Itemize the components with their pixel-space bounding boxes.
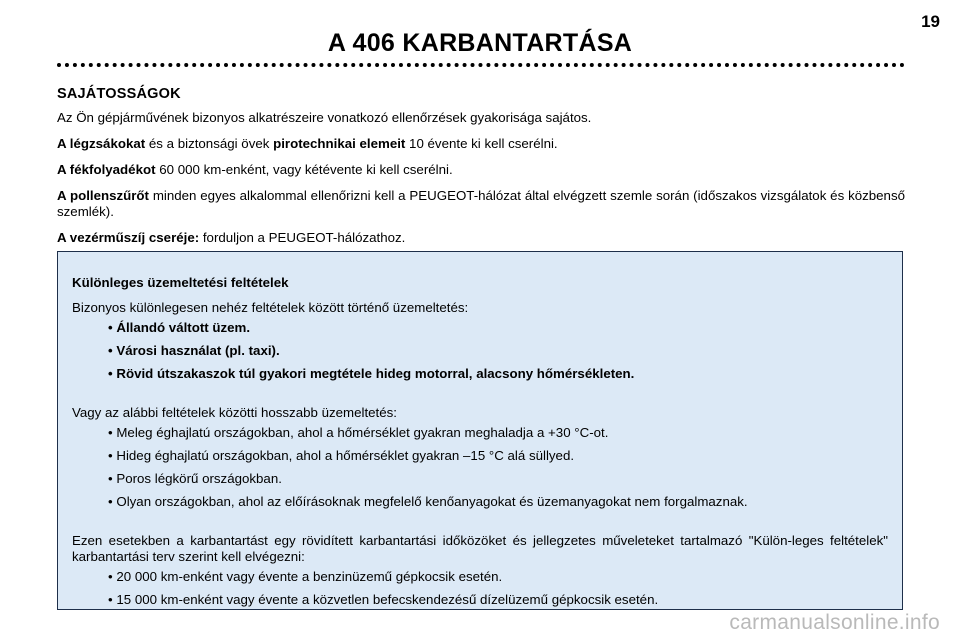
box-intro-prolonged: Vagy az alábbi feltételek közötti hosszabb üzemeltetés: — [72, 405, 397, 420]
timing-belt-text: forduljon a PEUGEOT-hálózathoz. — [199, 230, 406, 245]
special-conditions-box — [57, 251, 903, 610]
list-item: • Hideg éghajlatú országokban, ahol a hőmérséklet gyakran –15 °C alá süllyed. — [108, 448, 575, 463]
timing-belt-term: A vezérműszíj cseréje: — [57, 230, 200, 245]
maintenance-interval-list — [72, 569, 888, 608]
list-item: • Rövid útszakaszok túl gyakori megtétele hideg motorral, alacsony hőmérsékleten. — [108, 366, 635, 381]
pollen-filter-term: A pollenszűrőt — [57, 188, 149, 203]
list-item: • Olyan országokban, ahol az előírásoknak megfelelő kenőanyagokat és üzemanyagokat nem forgalmaznak. — [108, 494, 748, 509]
list-item: • 20 000 km-enként vagy évente a benzinüzemű gépkocsik esetén. — [108, 569, 503, 584]
specifics-section — [57, 86, 905, 256]
box-maintenance-plan: Ezen esetekben a karbantartást egy rövidített karbantartási időközöket és jellegzetes műveleteket tartalmazó "Külön-leges feltételek" karbantartási terv szerint kell elvégezni: — [72, 533, 888, 564]
page-number: 19 — [921, 12, 940, 31]
timing-belt-paragraph — [57, 230, 905, 246]
box-intro-severe: Bizonyos különlegesen nehéz feltételek között történő üzemeltetés: — [72, 300, 469, 315]
list-item: • 15 000 km-enként vagy évente a közvetlen befecskendezésű dízelüzemű gépkocsik esetén. — [108, 592, 659, 607]
brake-fluid-text: 60 000 km-enként, vagy kétévente ki kell cserélni. — [155, 162, 453, 177]
airbag-text: és a biztonsági övek — [145, 136, 274, 151]
brake-fluid-term: A fékfolyadékot — [57, 162, 156, 177]
airbag-term: A légzsákokat — [57, 136, 146, 151]
watermark: carmanualsonline.info — [729, 611, 940, 634]
page-title: A 406 KARBANTARTÁSA — [327, 29, 633, 57]
intro-paragraph: Az Ön gépjárművének bizonyos alkatrészeire vonatkozó ellenőrzések gyakorisága sajátos. — [57, 110, 592, 125]
pollen-filter-text: minden egyes alkalommal ellenőrizni kell a PEUGEOT-hálózat által elvégzett szemle során (időszakos vizsgálatok és közbenső szemlék). — [57, 188, 905, 219]
box-title: Különleges üzemeltetési feltételek — [72, 275, 289, 290]
brake-fluid-paragraph — [57, 162, 905, 178]
pollen-filter-paragraph — [57, 188, 905, 220]
airbag-interval: 10 évente ki kell cserélni. — [405, 136, 558, 151]
prolonged-conditions-list — [72, 425, 888, 510]
airbag-paragraph — [57, 136, 905, 152]
severe-conditions-list — [72, 320, 888, 382]
section-heading: SAJÁTOSSÁGOK — [57, 86, 181, 102]
list-item: • Poros légkörű országokban. — [108, 471, 282, 486]
dotted-divider — [57, 63, 905, 67]
list-item: • Meleg éghajlatú országokban, ahol a hőmérséklet gyakran meghaladja a +30 °C-ot. — [108, 425, 609, 440]
pyrotechnic-term: pirotechnikai elemeit — [273, 136, 406, 151]
list-item: • Városi használat (pl. taxi). — [108, 343, 280, 358]
list-item: • Állandó váltott üzem. — [108, 320, 251, 335]
